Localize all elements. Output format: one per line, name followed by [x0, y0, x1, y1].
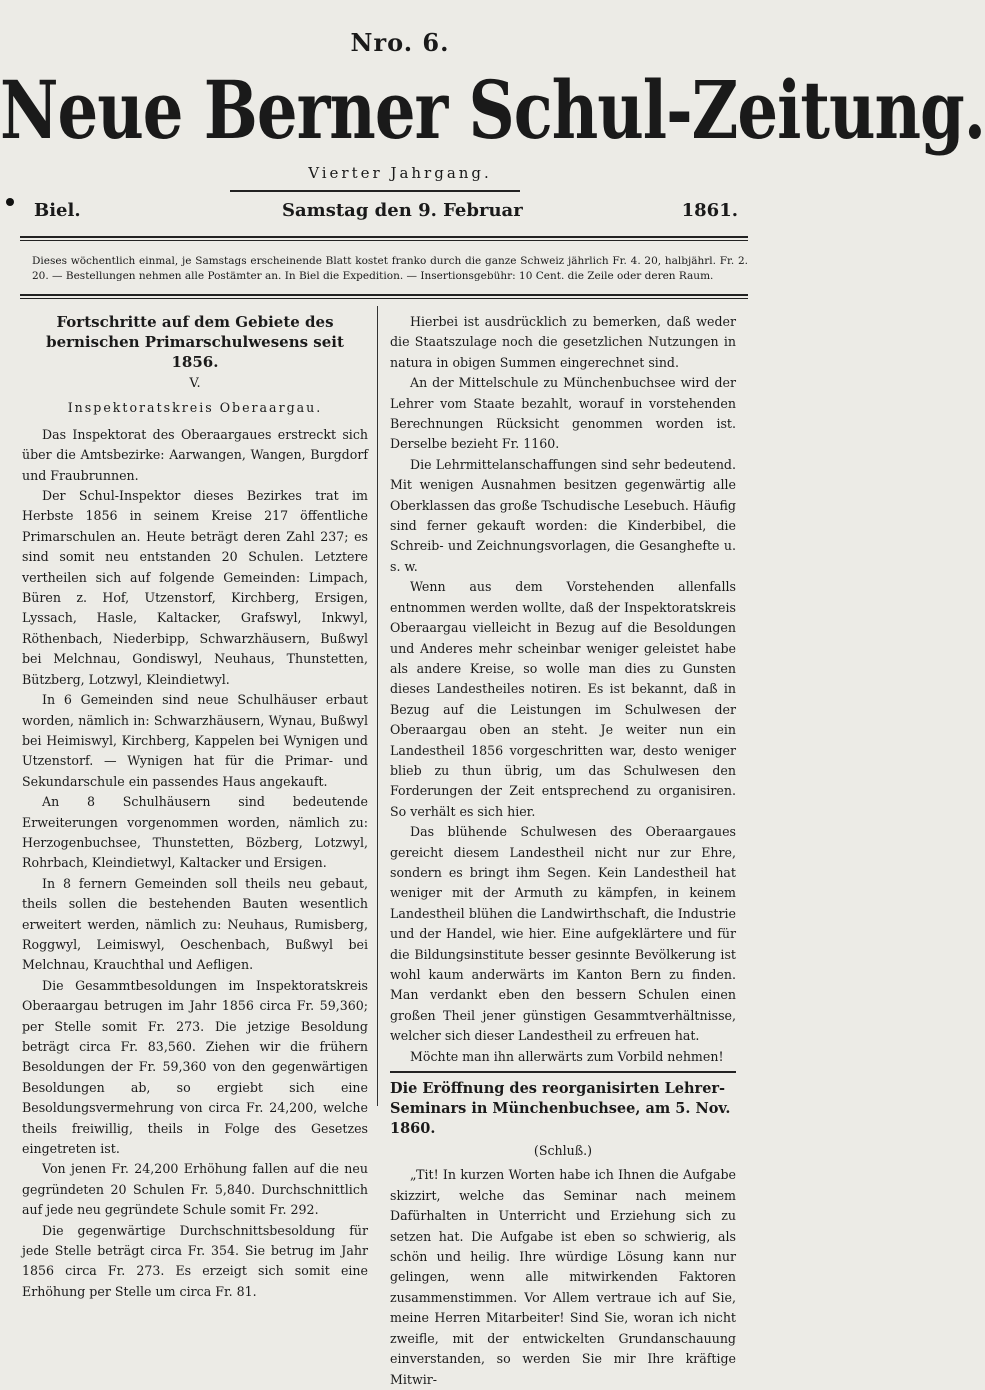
issue-number: Nro. 6.	[350, 28, 450, 57]
section-number: V.	[189, 376, 201, 391]
paragraph: An der Mittelschule zu Münchenbuchsee wird der Lehrer vom Staate bezahlt, worauf in vorstehenden Berechnungen Rücksicht genommen worden ist. Derselbe bezieht Fr. 1160.	[390, 375, 736, 452]
article-separator	[390, 1071, 736, 1073]
rule-under-date-2	[20, 240, 748, 241]
subscription-notice: Dieses wöchentlich einmal, je Samstags erscheinende Blatt kostet franko durch die ganze Schweiz jährlich Fr. 4. 20, halbjährl. Fr. 2. 20. — Bestellungen nehmen alle Postämter an. In Biel die Expedition. — Insertionsgebühr: 10 Cent. die Zeile oder deren Raum.	[32, 255, 748, 282]
paragraph: Das Inspektorat des Oberaargaues erstreckt sich über die Amtsbezirke: Aarwangen, Wangen, Burgdorf und Fraubrunnen.	[22, 426, 368, 483]
paragraph: Die Gesammtbesoldungen im Inspektoratskreis Oberaargau betrugen im Jahr 1856 circa Fr. 59,360; per Stelle somit Fr. 273. Die jetzige Besoldung beträgt circa Fr. 83,560. Ziehen wir die frühern Besoldungen der Fr. 59,360 von den gegenwärtigen Besoldungen ab, so ergiebt sich eine Besoldungsvermehrung von circa Fr. 24,200, welche theils freiwillig, theils in Folge des Gesetzes eingetreten ist.	[22, 977, 368, 1157]
issue-date: Samstag den 9. Februar	[282, 200, 523, 221]
rule-top	[230, 190, 520, 192]
column-right	[390, 312, 736, 1390]
paragraph: In 8 fernern Gemeinden soll theils neu gebaut, theils sollen die bestehenden Bauten wesentlich erweitert werden, nämlich zu: Neuhaus, Rumisberg, Roggwyl, Leimiswyl, Oeschenbach, Bußwyl bei Melchnau, Krauchthal und Aefligen.	[22, 875, 368, 973]
article-title: Fortschritte auf dem Gebiete des bernischen Primarschulwesens seit 1856.	[46, 313, 344, 371]
paragraph: Die gegenwärtige Durchschnittsbesoldung für jede Stelle beträgt circa Fr. 354. Sie betrug im Jahr 1856 circa Fr. 273. Es erzeigt sich somit eine Erhöhung per Stelle um circa Fr. 81.	[22, 1222, 368, 1299]
paragraph: Das blühende Schulwesen des Oberaargaues gereicht diesem Landestheil nicht nur zur Ehre, sondern es bringt ihm Segen. Kein Landestheil hat weniger mit der Armuth zu kämpfen, in keinem Landestheil blühen die Landwirthschaft, die Industrie und der Handel, wie hier. Eine aufgeklärtere und für die Bildungsinstitute besser gesinnte Bevölkerung ist wohl kaum anderwärts im Kanton Bern zu finden. Man verdankt eben den bessern Schulen einen großen Theil jener günstigen Gesammtverhältnisse, welcher sich dieser Landestheil zu erfreuen hat.	[390, 824, 736, 1044]
section-heading: Inspektoratskreis Oberaargau.	[67, 400, 323, 416]
article2-title: Die Eröffnung des reorganisirten Lehrer-Seminars in Münchenbuchsee, am 5. Nov. 1860.	[390, 1080, 731, 1138]
article2-subtitle: (Schluß.)	[533, 1143, 593, 1159]
margin-mark	[6, 198, 14, 206]
masthead-title: Neue Berner Schul-Zeitung.	[0, 64, 985, 158]
paragraph: An 8 Schulhäusern sind bedeutende Erweiterungen vorgenommen worden, nämlich zu: Herzogenbuchsee, Thunstetten, Bözberg, Lotzwyl, Rohrbach, Kleindietwyl, Kaltacker und Ersigen.	[22, 794, 368, 871]
issue-year: 1861.	[681, 200, 738, 221]
rule-under-date	[20, 236, 748, 238]
rule-above-columns-2	[20, 298, 748, 299]
paragraph: Die Lehrmittelanschaffungen sind sehr bedeutend. Mit wenigen Ausnahmen besitzen gegenwärtig alle Oberklassen das große Tschudische Lesebuch. Häufig sind ferner gekauft worden: die Kinderbibel, die Schreib- und Zeichnungsvorlagen, die Gesanghefte u. s. w.	[390, 456, 736, 574]
place: Biel.	[34, 200, 81, 221]
volume-subtitle: Vierter Jahrgang.	[308, 164, 492, 182]
column-left	[22, 312, 368, 1302]
paragraph: Der Schul-Inspektor dieses Bezirkes trat im Herbste 1856 in seinem Kreise 217 öffentliche Primarschulen an. Heute beträgt deren Zahl 237; es sind somit neu entstanden 20 Schulen. Letztere vertheilen sich auf folgende Gemeinden: Limpach, Büren z. Hof, Utzenstorf, Kirchberg, Ersigen, Lyssach, Hasle, Kaltacker, Grafswyl, Inkwyl, Röthenbach, Niederbipp, Schwarzhäusern, Bußwyl bei Melchnau, Gondiswyl, Neuhaus, Thunstetten, Bützberg, Lotzwyl, Kleindietwyl.	[22, 488, 368, 687]
paragraph: In 6 Gemeinden sind neue Schulhäuser erbaut worden, nämlich in: Schwarzhäusern, Wynau, Bußwyl bei Heimiswyl, Kirchberg, Kappelen bei Wynigen und Utzenstorf. — Wynigen hat für die Primar- und Sekundarschule ein passendes Haus angekauft.	[22, 692, 368, 789]
rule-above-columns	[20, 294, 748, 296]
column-divider	[377, 306, 378, 1106]
paragraph: Von jenen Fr. 24,200 Erhöhung fallen auf die neu gegründeten 20 Schulen Fr. 5,840. Durchschnittlich auf jede neu gegründete Schule somit Fr. 292.	[22, 1161, 368, 1218]
paragraph: Wenn aus dem Vorstehenden allenfalls entnommen werden wollte, daß der Inspektoratskreis Oberaargau vielleicht in Bezug auf die Besoldungen und Anderes mehr scheinbar weniger geleistet habe als andere Kreise, so wolle man dies zu Gunsten dieses Landestheiles notiren. Es ist bekannt, daß in Bezug auf die Leistungen im Schulwesen der Oberaargau oben an steht. Je weiter nun ein Landestheil 1856 vorgeschritten war, desto weniger blieb zu thun übrig, um das Schulwesen den Forderungen der Zeit entsprechend zu organisiren. So verhält es sich hier.	[390, 579, 736, 819]
paragraph: Möchte man ihn allerwärts zum Vorbild nehmen!	[410, 1048, 724, 1064]
paragraph: Hierbei ist ausdrücklich zu bemerken, daß weder die Staatszulage noch die gesetzlichen Nutzungen in natura in obigen Summen eingerechnet sind.	[390, 314, 736, 370]
paragraph: „Tit! In kurzen Worten habe ich Ihnen die Aufgabe skizzirt, welche das Seminar nach meinem Dafürhalten in Unterricht und Erziehung sich zu setzen hat. Die Aufgabe ist eben so schwierig, als schön und heilig. Ihre würdige Lösung kann nur gelingen, wenn alle mitwirkenden Faktoren zusammenstimmen. Vor Allem vertraue ich auf Sie, meine Herren Mitarbeiter! Sind Sie, woran ich nicht zweifle, mit der entwickelten Grundanschauung einverstanden, so werden Sie mir Ihre kräftige Mitwir-	[390, 1167, 736, 1387]
